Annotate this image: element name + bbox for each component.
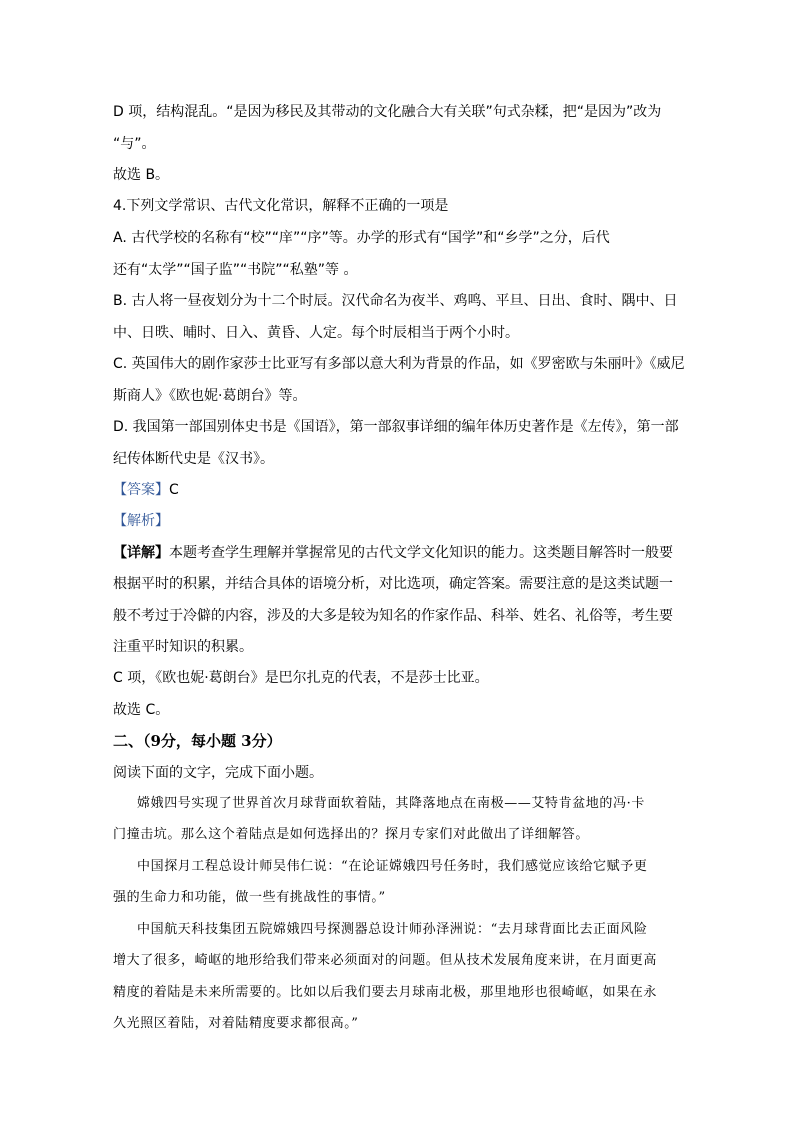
passage-p2-line1: 中国探月工程总设计师吴伟仁说：“在论证嫦娥四号任务时，我们感觉应该给它赋予更 — [137, 859, 648, 874]
passage-p1-line1: 嫦娥四号实现了世界首次月球背面软着陆，其降落地点在南极——艾特肯盆地的冯·卡 — [137, 796, 645, 811]
q3-d-explanation-line1: D 项，结构混乱。“是因为移民及其带动的文化融合大有关联”句式杂糅，把“是因为”改为 — [113, 104, 662, 120]
answer-tag: 【答案】 — [113, 482, 169, 498]
passage-p3-line4: 久光照区着陆，对着陆精度要求都很高。” — [113, 1016, 359, 1031]
answer-value: C — [169, 482, 179, 498]
answer-line — [113, 480, 179, 500]
q4-option-b-line1: B. 古人将一昼夜划分为十二个时辰。汉代命名为夜半、鸡鸣、平旦、日出、食时、隅中、日 — [113, 293, 678, 309]
section-two-title: 二、（9分，每小题 3分） — [113, 732, 282, 750]
detail-line1 — [113, 543, 673, 563]
passage-p2-line2: 强的生命力和功能，做一些有挑战性的事情。” — [113, 890, 386, 905]
analysis-tag: 【解析】 — [113, 513, 169, 529]
q4-stem: 4.下列文学常识、古代文化常识，解释不正确的一项是 — [113, 198, 449, 214]
q4-option-c-line2: 斯商人》《欧也妮·葛朗台》等。 — [113, 388, 307, 404]
passage-p1-line2: 门撞击坑。那么这个着陆点是如何选择出的？探月专家们对此做出了详细解答。 — [113, 827, 590, 842]
q4-option-a-line1: A. 古代学校的名称有“校”“庠”“序”等。办学的形式有“国学”和“乡学”之分，后代 — [113, 230, 610, 246]
analysis-line — [113, 511, 169, 531]
passage-p3-line3: 精度的着陆是未来所需要的。比如以后我们要去月球南北极，那里地形也很崎岖，如果在永 — [113, 985, 658, 1000]
passage-p3-line1: 中国航天科技集团五院嫦娥四号探测器总设计师孙泽洲说：“去月球背面比去正面风险 — [137, 922, 648, 937]
q4-option-a-line2: 还有“太学”“国子监”“书院”“私塾”等 。 — [113, 262, 358, 278]
q3-choose: 故选 B。 — [113, 167, 170, 183]
detail-text-line1: 本题考查学生理解并掌握常见的古代文学文化知识的能力。这类题目解答时一般要 — [169, 545, 673, 561]
q4-option-b-line2: 中、日昳、晡时、日入、黄昏、人定。每个时辰相当于两个小时。 — [113, 325, 519, 341]
detail-text-line2: 根据平时的积累，并结合具体的语境分析，对比选项，确定答案。需要注意的是这类试题一 — [113, 576, 673, 592]
q4-option-c-line1: C. 英国伟大的剧作家莎士比亚写有多部以意大利为背景的作品，如《罗密欧与朱丽叶》《威尼 — [113, 356, 685, 372]
q4-choose: 故选 C。 — [113, 702, 170, 718]
q4-c-note: C 项，《欧也妮·葛朗台》是巴尔扎克的代表，不是莎士比亚。 — [113, 670, 489, 686]
q3-d-explanation-line2: “与”。 — [113, 136, 156, 152]
detail-text-line4: 注重平时知识的积累。 — [113, 639, 253, 655]
q4-option-d-line1: D. 我国第一部国别体史书是《国语》，第一部叙事详细的编年体历史著作是《左传》，第一部 — [113, 419, 679, 435]
passage-p3-line2: 增大了很多，崎岖的地形给我们带来必须面对的问题。但从技术发展角度来讲，在月面更高 — [113, 953, 658, 968]
detail-tag: 【详解】 — [113, 545, 169, 561]
section-two-instruction: 阅读下面的文字，完成下面小题。 — [113, 765, 323, 781]
detail-text-line3: 般不考过于冷僻的内容，涉及的大多是较为知名的作家作品、科举、姓名、礼俗等，考生要 — [113, 608, 673, 624]
q4-option-d-line2: 纪传体断代史是《汉书》。 — [113, 451, 274, 467]
